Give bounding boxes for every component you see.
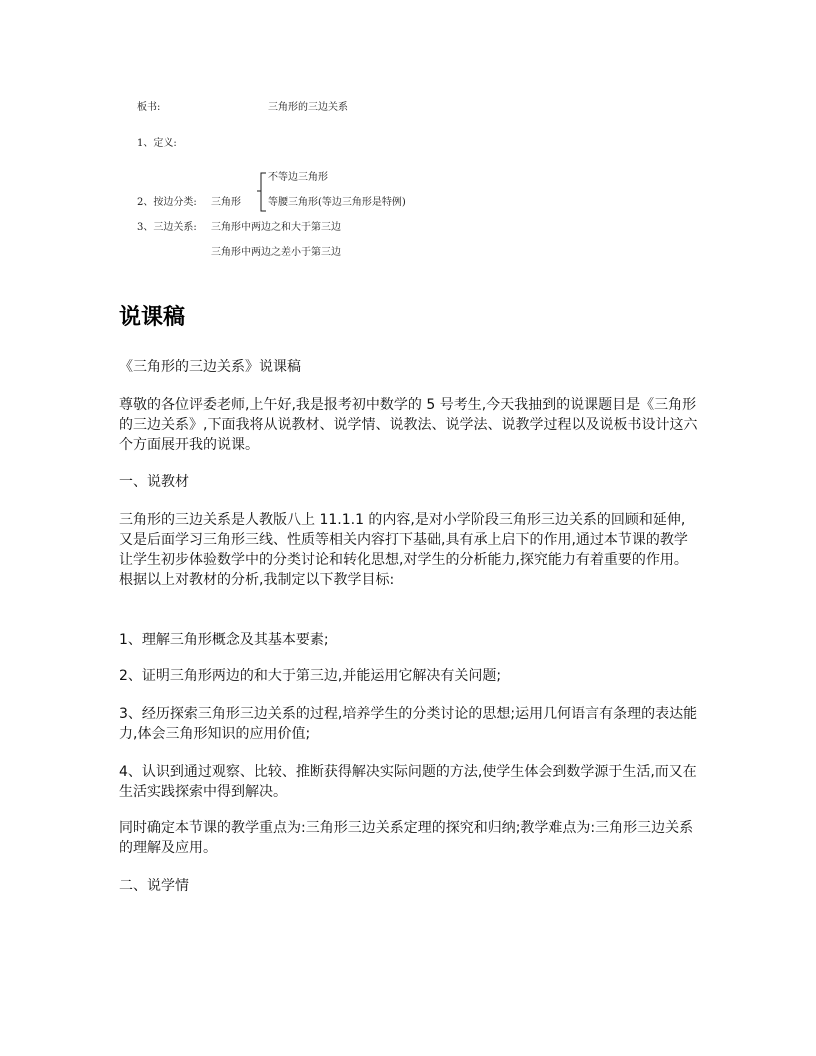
- objective-item-4: 4、认识到通过观察、比较、推断获得解决实际问题的方法,使学生体会到数学源于生活,而又在生活实践探索中得到解决。: [119, 764, 697, 800]
- section-heading-students: 二、说学情: [119, 878, 189, 894]
- curly-brace-icon: [256, 172, 268, 212]
- objective-item-2: 2、证明三角形两边的和大于第三边,并能运用它解决有关问题;: [119, 668, 502, 684]
- board-item-definition: 1、定义:: [137, 138, 177, 149]
- intro-paragraph: 尊敬的各位评委老师,上午好,我是报考初中数学的 5 号考生,今天我抽到的说课题目是《三角形的三边关系》,下面我将从说教材、说学情、说教法、说学法、说教学过程以及说板书设计这六个方面展开我的说课。: [119, 397, 698, 453]
- document-title: 《三角形的三边关系》说课稿: [119, 359, 301, 375]
- board-item-classification: 2、按边分类:: [137, 197, 197, 208]
- board-side-relation-difference: 三角形中两边之差小于第三边: [211, 247, 341, 258]
- board-design-image: [0, 0, 816, 280]
- key-points-paragraph: 同时确定本节课的教学重点为:三角形三边关系定理的探究和归纳;教学难点为:三角形三边关系的理解及应用。: [119, 820, 694, 856]
- board-branch-scalene: 不等边三角形: [268, 172, 328, 183]
- page-heading: 说课稿: [119, 305, 186, 330]
- section-heading-textbook: 一、说教材: [119, 474, 189, 490]
- board-title: 三角形的三边关系: [268, 102, 348, 113]
- textbook-paragraph: 三角形的三边关系是人教版八上 11.1.1 的内容,是对小学阶段三角形三边关系的回顾和延伸,又是后面学习三角形三线、性质等相关内容打下基础,具有承上启下的作用,通过本节课的教学让学生初步体验数学中的分类讨论和转化思想,对学生的分析能力,探究能力有着重要的作用。根据以上对教材的分析,我制定以下教学目标:: [119, 512, 688, 588]
- board-item-side-relation: 3、三边关系:: [137, 222, 197, 233]
- board-branch-isosceles: 等腰三角形(等边三角形是特例): [268, 197, 406, 208]
- board-side-relation-sum: 三角形中两边之和大于第三边: [211, 222, 341, 233]
- board-classification-root: 三角形: [211, 197, 241, 208]
- board-label: 板书:: [137, 102, 161, 113]
- objective-item-1: 1、理解三角形概念及其基本要素;: [119, 632, 329, 648]
- objective-item-3: 3、经历探索三角形三边关系的过程,培养学生的分类讨论的思想;运用几何语言有条理的表达能力,体会三角形知识的应用价值;: [119, 706, 698, 742]
